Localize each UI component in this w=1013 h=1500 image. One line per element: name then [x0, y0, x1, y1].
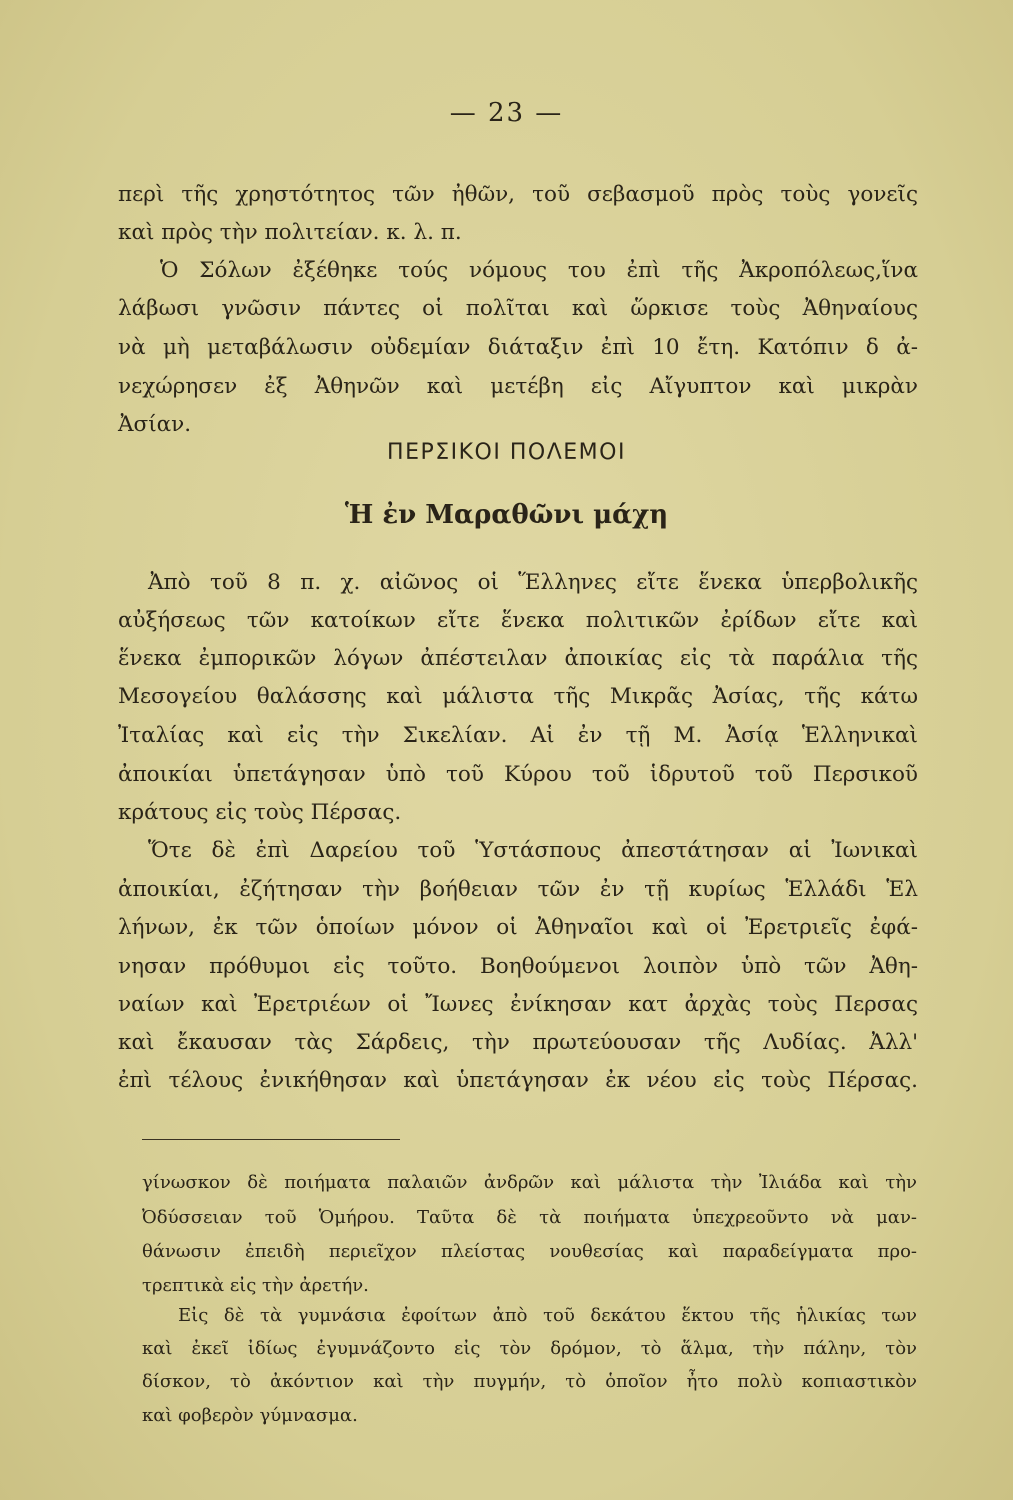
body-line: ἀποικίαι ὑπετάγησαν ὑπὸ τοῦ Κύρου τοῦ ἱδρυτοῦ τοῦ Περσικοῦ [118, 762, 918, 787]
footnote-line: καὶ ἐκεῖ ἰδίως ἐγυμνάζοντο εἰς τὸν δρόμον, τὸ ἅλμα, τὴν πάλην, τὸν [142, 1338, 917, 1359]
page-number: — 23 — [449, 98, 564, 128]
body-line: κράτους εἰς τοὺς Πέρσας. [118, 800, 402, 825]
footnote-line: δίσκον, τὸ ἀκόντιον καὶ τὴν πυγμήν, τὸ ὁποῖον ἦτο πολὺ κοπιαστικὸν [142, 1371, 917, 1392]
body-line: Μεσογείου θαλάσσης καὶ μάλιστα τῆς Μικρᾶς Ἀσίας, τῆς κάτω [118, 684, 918, 709]
body-line: περὶ τῆς χρηστότητος τῶν ἠθῶν, τοῦ σεβασμοῦ πρὸς τοὺς γονεῖς [118, 182, 918, 207]
body-line: Ἀπὸ τοῦ 8 π. χ. αἰῶνος οἱ Ἕλληνες εἴτε ἕνεκα ὑπερβολικῆς [148, 570, 918, 595]
body-line: καὶ ἔκαυσαν τὰς Σάρδεις, τὴν πρωτεύουσαν τῆς Λυδίας. Ἀλλ' [118, 1030, 918, 1055]
body-line: Ἰταλίας καὶ εἰς τὴν Σικελίαν. Αἱ ἐν τῇ Μ. Ἀσίᾳ Ἑλληνικαὶ [118, 723, 918, 748]
body-line: Ὁ Σόλων ἐξέθηκε τούς νόμους του ἐπὶ τῆς Ἀκροπόλεως,ἵνα [160, 258, 918, 283]
body-line: νεχώρησεν ἐξ Ἀθηνῶν καὶ μετέβη εἰς Αἴγυπτον καὶ μικρὰν [118, 374, 918, 399]
body-line: ναίων καὶ Ἐρετριέων οἱ Ἴωνες ἐνίκησαν κατ ἀρχὰς τοὺς Περσας [118, 992, 918, 1017]
footnote-line: θάνωσιν ἐπειδὴ περιεῖχον πλείστας νουθεσίας καὶ παραδείγματα προ- [142, 1241, 917, 1262]
section-heading: ΠΕΡΣΙΚΟΙ ΠΟΛΕΜΟΙ [387, 440, 626, 465]
body-line: λήνων, ἐκ τῶν ὁποίων μόνον οἱ Ἀθηναῖοι καὶ οἱ Ἐρετριεῖς ἐφά- [118, 915, 918, 940]
footnote-line: γίνωσκον δὲ ποιήματα παλαιῶν ἀνδρῶν καὶ μάλιστα τὴν Ἰλιάδα καὶ τὴν [142, 1172, 917, 1193]
footnote-divider [142, 1139, 400, 1140]
footnote-line: Ὀδύσσειαν τοῦ Ὁμήρου. Ταῦτα δὲ τὰ ποιήματα ὑπεχρεοῦντο νὰ μαν- [142, 1207, 917, 1228]
footnote-line: τρεπτικὰ εἰς τὴν ἀρετήν. [142, 1275, 369, 1296]
body-line: ἐπὶ τέλους ἐνικήθησαν καὶ ὑπετάγησαν ἐκ νέου εἰς τοὺς Πέρσας. [118, 1068, 918, 1093]
body-line: νὰ μὴ μεταβάλωσιν οὐδεμίαν διάταξιν ἐπὶ 10 ἔτη. Κατόπιν δ ἀ- [118, 335, 918, 360]
body-line: ἕνεκα ἐμπορικῶν λόγων ἀπέστειλαν ἀποικίας εἰς τὰ παράλια τῆς [118, 646, 918, 671]
footnote-line: Εἰς δὲ τὰ γυμνάσια ἐφοίτων ἀπὸ τοῦ δεκάτου ἕκτου τῆς ἡλικίας των [178, 1305, 917, 1326]
footnote-line: καὶ φοβερὸν γύμνασμα. [142, 1405, 358, 1426]
body-line: Ὅτε δὲ ἐπὶ Δαρείου τοῦ Ὑστάσπους ἀπεστάτησαν αἱ Ἰωνικαὶ [148, 838, 918, 863]
body-line: νησαν πρόθυμοι εἰς τοῦτο. Βοηθούμενοι λοιπὸν ὑπὸ τῶν Ἀθη- [118, 954, 918, 979]
body-line: ἀποικίαι, ἐζήτησαν τὴν βοήθειαν τῶν ἐν τῇ κυρίως Ἑλλάδι Ἑλ [118, 877, 918, 902]
body-line: καὶ πρὸς τὴν πολιτείαν. κ. λ. π. [118, 220, 462, 245]
body-line: λάβωσι γνῶσιν πάντες οἱ πολῖται καὶ ὥρκισε τοὺς Ἀθηναίους [118, 296, 918, 321]
body-line: αὐξήσεως τῶν κατοίκων εἴτε ἕνεκα πολιτικῶν ἐρίδων εἴτε καὶ [118, 608, 918, 633]
body-line: Ἀσίαν. [118, 412, 192, 437]
chapter-title: Ἡ ἐν Μαραθῶνι μάχη [344, 500, 669, 530]
